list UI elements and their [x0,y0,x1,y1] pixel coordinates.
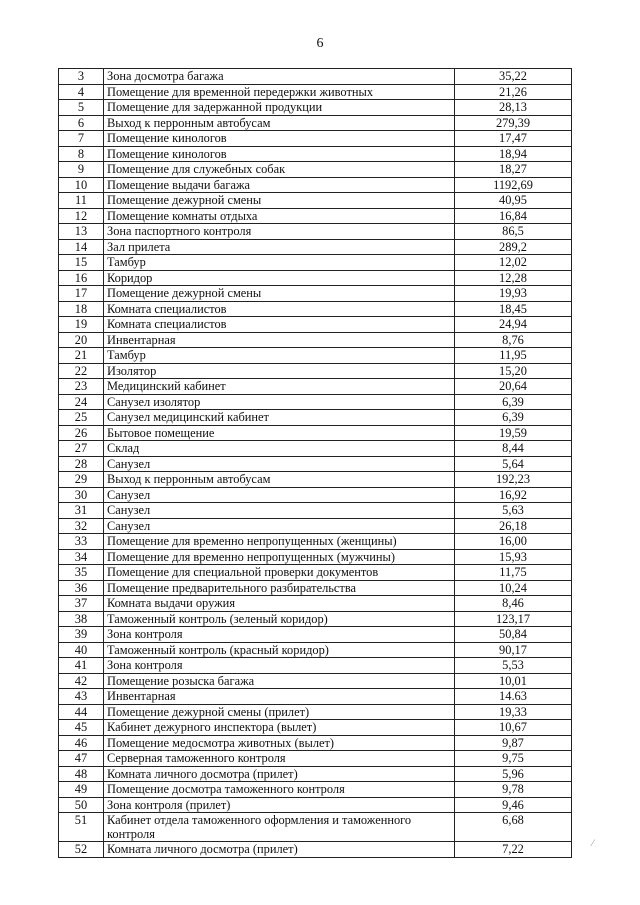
room-name-cell: Бытовое помещение [104,425,455,441]
room-name-cell: Кабинет отдела таможенного оформления и таможенного контроля [104,813,455,842]
row-number-cell: 8 [59,146,104,162]
room-name-cell: Зал прилета [104,239,455,255]
table-row [59,332,572,348]
room-area-cell: 35,22 [455,69,572,85]
room-area-cell: 8,76 [455,332,572,348]
room-name-cell: Помещение медосмотра животных (вылет) [104,735,455,751]
table-row [59,286,572,302]
room-name-cell: Таможенный контроль (красный коридор) [104,642,455,658]
table-row [59,301,572,317]
room-area-cell: 19,93 [455,286,572,302]
room-name-cell: Помещение выдачи багажа [104,177,455,193]
scan-margin-mark: ⁄ [592,838,594,848]
room-area-cell: 14.63 [455,689,572,705]
table-row [59,441,572,457]
row-number-cell: 45 [59,720,104,736]
room-area-cell: 9,75 [455,751,572,767]
room-name-cell: Помещение для временной передержки животных [104,84,455,100]
row-number-cell: 4 [59,84,104,100]
row-number-cell: 19 [59,317,104,333]
table-row [59,131,572,147]
table-row [59,534,572,550]
row-number-cell: 32 [59,518,104,534]
row-number-cell: 39 [59,627,104,643]
table-row [59,813,572,842]
row-number-cell: 50 [59,797,104,813]
row-number-cell: 22 [59,363,104,379]
room-area-cell: 8,46 [455,596,572,612]
row-number-cell: 18 [59,301,104,317]
room-name-cell: Зона контроля [104,627,455,643]
room-name-cell: Санузел [104,487,455,503]
table-row [59,580,572,596]
row-number-cell: 49 [59,782,104,798]
row-number-cell: 33 [59,534,104,550]
room-name-cell: Помещение кинологов [104,146,455,162]
room-area-table [58,68,572,858]
room-area-cell: 5,53 [455,658,572,674]
room-area-cell: 11,95 [455,348,572,364]
table-row [59,69,572,85]
row-number-cell: 15 [59,255,104,271]
page-number: 6 [316,36,324,51]
row-number-cell: 46 [59,735,104,751]
room-area-cell: 16,92 [455,487,572,503]
table-row [59,704,572,720]
room-area-cell: 10,01 [455,673,572,689]
room-area-cell: 86,5 [455,224,572,240]
room-area-cell: 279,39 [455,115,572,131]
room-area-cell: 9,78 [455,782,572,798]
room-name-cell: Выход к перронным автобусам [104,115,455,131]
row-number-cell: 36 [59,580,104,596]
table-row [59,735,572,751]
room-area-cell: 10,67 [455,720,572,736]
room-name-cell: Серверная таможенного контроля [104,751,455,767]
row-number-cell: 30 [59,487,104,503]
table-row [59,146,572,162]
room-name-cell: Помещение предварительного разбирательства [104,580,455,596]
row-number-cell: 34 [59,549,104,565]
room-name-cell: Тамбур [104,255,455,271]
room-area-cell: 5,63 [455,503,572,519]
room-name-cell: Зона контроля (прилет) [104,797,455,813]
room-area-cell: 24,94 [455,317,572,333]
row-number-cell: 47 [59,751,104,767]
room-name-cell: Выход к перронным автобусам [104,472,455,488]
table-row [59,208,572,224]
table-row [59,348,572,364]
row-number-cell: 5 [59,100,104,116]
row-number-cell: 21 [59,348,104,364]
row-number-cell: 17 [59,286,104,302]
table-row [59,503,572,519]
table-row [59,472,572,488]
row-number-cell: 25 [59,410,104,426]
room-name-cell: Помещение для временно непропущенных (женщины) [104,534,455,550]
room-area-cell: 192,23 [455,472,572,488]
table-row [59,842,572,858]
table-row [59,642,572,658]
row-number-cell: 3 [59,69,104,85]
room-area-cell: 12,02 [455,255,572,271]
room-name-cell: Санузел изолятор [104,394,455,410]
room-name-cell: Зона досмотра багажа [104,69,455,85]
room-name-cell: Помещение дежурной смены [104,193,455,209]
row-number-cell: 41 [59,658,104,674]
table-row [59,456,572,472]
row-number-cell: 29 [59,472,104,488]
room-name-cell: Склад [104,441,455,457]
room-name-cell: Помещение для специальной проверки документов [104,565,455,581]
room-name-cell: Помещение розыска багажа [104,673,455,689]
room-area-cell: 19,33 [455,704,572,720]
room-name-cell: Помещение для задержанной продукции [104,100,455,116]
row-number-cell: 37 [59,596,104,612]
room-area-cell: 5,96 [455,766,572,782]
table-row [59,363,572,379]
table-row [59,162,572,178]
table-row [59,751,572,767]
table-row [59,766,572,782]
room-area-cell: 19,59 [455,425,572,441]
table-row [59,549,572,565]
row-number-cell: 48 [59,766,104,782]
row-number-cell: 10 [59,177,104,193]
row-number-cell: 24 [59,394,104,410]
table-row [59,565,572,581]
room-area-cell: 18,94 [455,146,572,162]
room-area-cell: 15,93 [455,549,572,565]
row-number-cell: 26 [59,425,104,441]
table-row [59,410,572,426]
room-area-cell: 18,45 [455,301,572,317]
table-row [59,797,572,813]
room-name-cell: Комната личного досмотра (прилет) [104,842,455,858]
room-area-cell: 50,84 [455,627,572,643]
row-number-cell: 11 [59,193,104,209]
row-number-cell: 35 [59,565,104,581]
row-number-cell: 40 [59,642,104,658]
row-number-cell: 51 [59,813,104,842]
room-name-cell: Коридор [104,270,455,286]
room-area-cell: 15,20 [455,363,572,379]
room-name-cell: Зона контроля [104,658,455,674]
row-number-cell: 7 [59,131,104,147]
table-row [59,379,572,395]
room-area-cell: 12,28 [455,270,572,286]
row-number-cell: 16 [59,270,104,286]
room-area-cell: 9,46 [455,797,572,813]
room-name-cell: Инвентарная [104,332,455,348]
table-row [59,239,572,255]
room-name-cell: Таможенный контроль (зеленый коридор) [104,611,455,627]
room-area-cell: 6,39 [455,410,572,426]
table-row [59,611,572,627]
room-area-cell: 90,17 [455,642,572,658]
room-name-cell: Инвентарная [104,689,455,705]
table-row [59,673,572,689]
row-number-cell: 9 [59,162,104,178]
row-number-cell: 31 [59,503,104,519]
room-area-cell: 26,18 [455,518,572,534]
row-number-cell: 44 [59,704,104,720]
room-area-cell: 40,95 [455,193,572,209]
room-name-cell: Помещение досмотра таможенного контроля [104,782,455,798]
room-name-cell: Зона паспортного контроля [104,224,455,240]
table-row [59,100,572,116]
room-area-cell: 7,22 [455,842,572,858]
table-row [59,115,572,131]
room-area-cell: 20,64 [455,379,572,395]
room-name-cell: Помещение дежурной смены [104,286,455,302]
room-area-cell: 1192,69 [455,177,572,193]
room-area-cell: 16,84 [455,208,572,224]
row-number-cell: 28 [59,456,104,472]
table-row [59,255,572,271]
room-name-cell: Санузел [104,456,455,472]
row-number-cell: 52 [59,842,104,858]
room-area-cell: 5,64 [455,456,572,472]
table-row [59,317,572,333]
table-row [59,224,572,240]
room-area-cell: 9,87 [455,735,572,751]
room-area-cell: 17,47 [455,131,572,147]
room-area-cell: 18,27 [455,162,572,178]
room-name-cell: Помещение кинологов [104,131,455,147]
row-number-cell: 27 [59,441,104,457]
room-name-cell: Комната специалистов [104,301,455,317]
room-name-cell: Комната личного досмотра (прилет) [104,766,455,782]
table-row [59,487,572,503]
table-body [59,69,572,858]
room-area-cell: 289,2 [455,239,572,255]
table-row [59,720,572,736]
room-name-cell: Помещение для служебных собак [104,162,455,178]
table-row [59,193,572,209]
room-area-cell: 11,75 [455,565,572,581]
room-name-cell: Кабинет дежурного инспектора (вылет) [104,720,455,736]
room-name-cell: Тамбур [104,348,455,364]
room-area-cell: 6,39 [455,394,572,410]
table-row [59,84,572,100]
room-area-cell: 123,17 [455,611,572,627]
row-number-cell: 23 [59,379,104,395]
room-name-cell: Санузел медицинский кабинет [104,410,455,426]
row-number-cell: 20 [59,332,104,348]
room-name-cell: Помещение для временно непропущенных (мужчины) [104,549,455,565]
room-area-cell: 8,44 [455,441,572,457]
room-area-cell: 10,24 [455,580,572,596]
room-area-cell: 6,68 [455,813,572,842]
row-number-cell: 43 [59,689,104,705]
table-row [59,658,572,674]
row-number-cell: 14 [59,239,104,255]
room-name-cell: Комната выдачи оружия [104,596,455,612]
room-area-cell: 28,13 [455,100,572,116]
table-row [59,627,572,643]
table-row [59,425,572,441]
table-row [59,518,572,534]
table-row [59,782,572,798]
room-name-cell: Помещение дежурной смены (прилет) [104,704,455,720]
room-area-cell: 21,26 [455,84,572,100]
room-name-cell: Помещение комнаты отдыха [104,208,455,224]
row-number-cell: 6 [59,115,104,131]
room-name-cell: Санузел [104,518,455,534]
table-row [59,596,572,612]
room-area-cell: 16,00 [455,534,572,550]
table-row [59,394,572,410]
table-row [59,270,572,286]
room-name-cell: Изолятор [104,363,455,379]
room-name-cell: Комната специалистов [104,317,455,333]
table-row [59,177,572,193]
row-number-cell: 42 [59,673,104,689]
room-name-cell: Санузел [104,503,455,519]
room-name-cell: Медицинский кабинет [104,379,455,395]
row-number-cell: 13 [59,224,104,240]
row-number-cell: 12 [59,208,104,224]
table-row [59,689,572,705]
row-number-cell: 38 [59,611,104,627]
